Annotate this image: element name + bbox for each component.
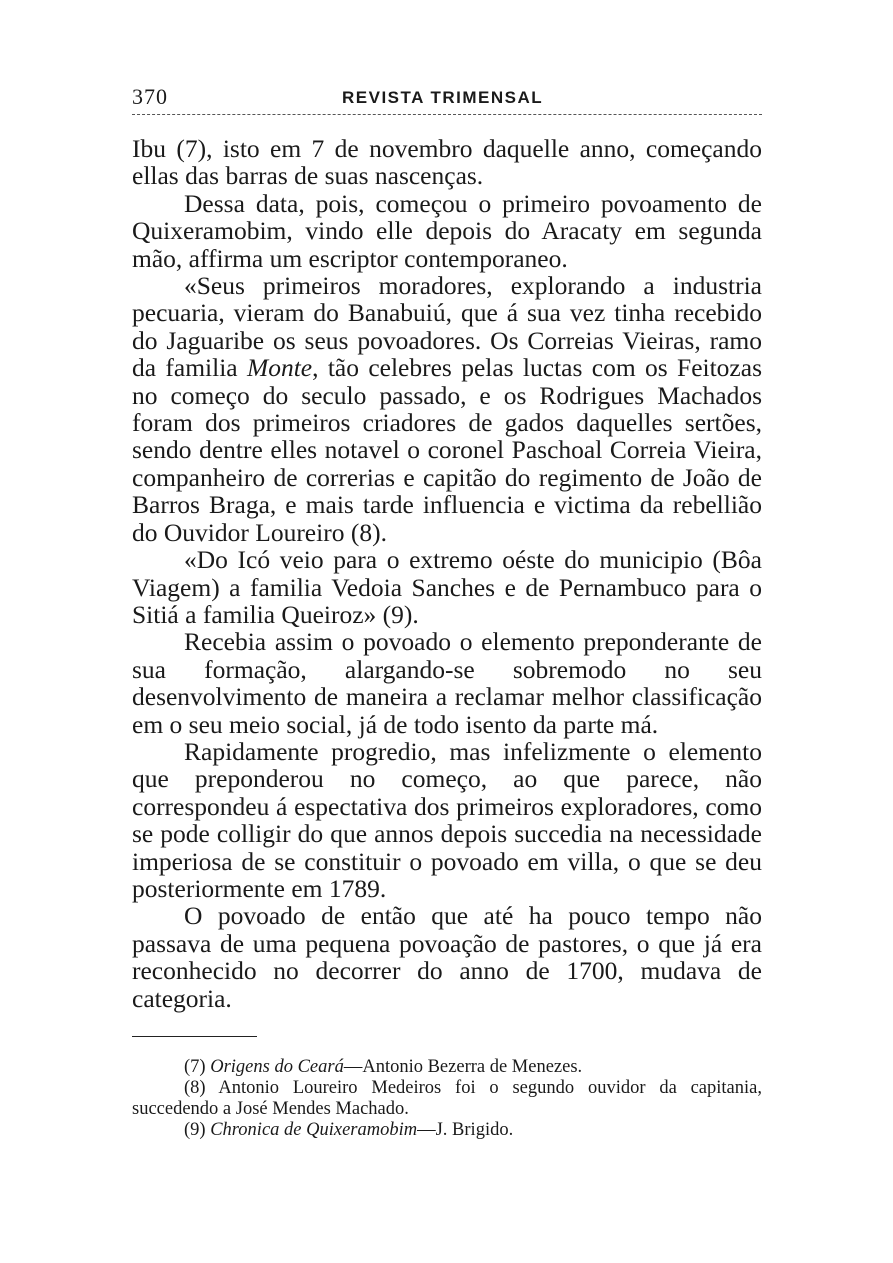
italic-family-name: Monte: [246, 353, 313, 383]
paragraph: [132, 546, 762, 628]
footnote-title: Origens do Ceará: [210, 1057, 344, 1077]
document-page: [132, 80, 762, 1141]
paragraph-text: O povoado de então que até ha pouco tempo não passava de uma pequena povoação de pastores, o que já era reconhecido no decorrer do anno de 1700, mudava de categoria.: [132, 901, 762, 1013]
paragraph-text: Recebia assim o povoado o elemento preponderante de sua formação, alargando-se sobremodo no seu desenvolvimento de maneira a reclamar melhor classificação em o seu meio social, já de todo isento da parte má.: [132, 627, 762, 739]
paragraph-text: «Do Icó veio para o extremo oéste do municipio (Bôa Viagem) a familia Vedoia Sanches e de Pernambuco para o Sitiá a familia Queiroz» (9).: [132, 545, 762, 629]
footnote-number: (8): [184, 1078, 206, 1098]
footnotes: [132, 1057, 762, 1141]
footnote-8: [132, 1078, 762, 1120]
paragraph: [132, 738, 762, 902]
footnote-number: (7): [184, 1057, 206, 1077]
paragraph: [132, 135, 762, 190]
paragraph-text: Dessa data, pois, começou o primeiro povoamento de Quixeramobim, vindo elle depois do Aracaty em segunda mão, affirma um escriptor contemporaneo.: [132, 188, 762, 273]
paragraph-text: Ibu (7), isto em 7 de novembro daquelle anno, começando ellas das barras de suas nascenças.: [132, 134, 762, 191]
footnote-text: —Antonio Bezerra de Menezes.: [343, 1057, 583, 1077]
footnote-text: Antonio Loureiro Medeiros foi o segundo ouvidor da capitania, succedendo a José Mendes Machado.: [132, 1078, 762, 1119]
paragraph: [132, 628, 762, 738]
page-number: 370: [132, 84, 168, 109]
footnote-title: Chronica de Quixeramobim: [210, 1120, 418, 1140]
paragraph: [132, 272, 762, 546]
footnote-number: (9): [184, 1120, 206, 1140]
footnote-7: [132, 1057, 762, 1078]
paragraph-text: Rapidamente progredio, mas infelizmente o elemento que preponderou no começo, ao que parece, não correspondeu á espectativa dos primeiros exploradores, como se pode colligir do que annos depois succedia na necessidade imperiosa de se constituir o povoado em villa, o que se deu posteriormente em 1789.: [132, 736, 762, 903]
footnote-9: [132, 1120, 762, 1141]
footnote-text: —J. Brigido.: [417, 1120, 514, 1140]
running-head: REVISTA TRIMENSAL: [342, 88, 544, 107]
body-text: [132, 135, 762, 1012]
paragraph: [132, 190, 762, 272]
paragraph-text-part: , tão celebres pelas luctas com os Feitozas no começo do seculo passado, e os Rodrigues Machados foram dos primeiros criadores de gados daquelles sertões, sendo dentre elles notavel o coronel Paschoal Correia Vieira, companheiro de correrias e capitão do regimento de João de Barros Braga, e mais tarde influencia e victima da rebellião do Ouvidor Loureiro (8).: [132, 353, 762, 547]
paragraph-text-part: «Seus primeiros moradores, explorando a industria pecuaria, vieram do Banabuiú, que á sua vez tinha recebido do Jaguaribe os seus povoadores. Os Correias Vieiras, ramo da familia: [132, 271, 762, 383]
paragraph: [132, 902, 762, 1012]
footnote-divider: [132, 1036, 257, 1037]
page-header: [132, 80, 762, 115]
